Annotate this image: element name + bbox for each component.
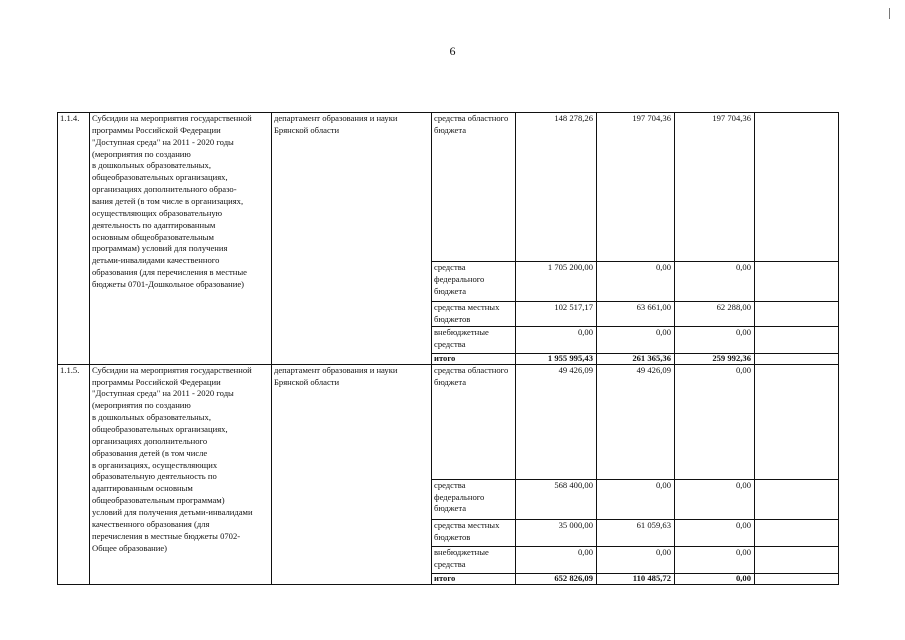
- amount-year-1: 49 426,09: [516, 364, 597, 479]
- amount-year-3: 0,00: [675, 546, 755, 573]
- amount-year-1: 0,00: [516, 546, 597, 573]
- empty-cell: [755, 326, 839, 353]
- total-year-2: 261 365,36: [597, 353, 675, 364]
- empty-cell: [755, 519, 839, 546]
- item-description: [90, 364, 272, 584]
- funding-source: средства местных бюджетов: [432, 519, 516, 546]
- amount-year-2: 0,00: [597, 326, 675, 353]
- funding-source: средства областного бюджета: [432, 113, 516, 262]
- empty-cell: [755, 479, 839, 519]
- funding-source: средства федерального бюджета: [432, 262, 516, 302]
- funding-source: внебюджетные средства: [432, 546, 516, 573]
- empty-cell: [755, 262, 839, 302]
- amount-year-2: 61 059,63: [597, 519, 675, 546]
- empty-cell: [755, 302, 839, 327]
- amount-year-3: 0,00: [675, 479, 755, 519]
- total-year-1: 652 826,09: [516, 573, 597, 584]
- amount-year-1: 35 000,00: [516, 519, 597, 546]
- amount-year-2: 49 426,09: [597, 364, 675, 479]
- total-year-2: 110 485,72: [597, 573, 675, 584]
- item-description-text: Субсидии на мероприятия государственной программы Российской Федерации "Доступная среда" на 2011 - 2020 годы (мероприятия по созданию в дошкольных образовательных, общеобразовательных организациях, организациях дополнительного образо- вания детей (в том числе в организациях, осуществляющих образовательную деятельность по адаптированным основным общеобразовательным программам) условий для получения детьми-инвалидами качественного образования (для перечисления в местные бюджеты 0701-Дошкольное образование): [92, 113, 252, 290]
- amount-year-3: 0,00: [675, 519, 755, 546]
- empty-cell: [755, 113, 839, 262]
- amount-year-2: 0,00: [597, 262, 675, 302]
- amount-year-1: 568 400,00: [516, 479, 597, 519]
- item-number: 1.1.4.: [58, 113, 90, 365]
- amount-year-2: 197 704,36: [597, 113, 675, 262]
- item-executor: департамент образования и науки Брянской области: [272, 113, 432, 365]
- item-description: [90, 113, 272, 365]
- amount-year-1: 148 278,26: [516, 113, 597, 262]
- page-number: 6: [449, 44, 456, 58]
- empty-cell: [755, 573, 839, 584]
- amount-year-3: 0,00: [675, 262, 755, 302]
- total-year-3: 0,00: [675, 573, 755, 584]
- funding-source: средства федерального бюджета: [432, 479, 516, 519]
- amount-year-1: 0,00: [516, 326, 597, 353]
- amount-year-2: 63 661,00: [597, 302, 675, 327]
- amount-year-1: 1 705 200,00: [516, 262, 597, 302]
- funding-source: средства областного бюджета: [432, 364, 516, 479]
- table-row: [58, 364, 839, 479]
- scan-edge-mark: [889, 8, 890, 19]
- amount-year-2: 0,00: [597, 479, 675, 519]
- item-executor: департамент образования и науки Брянской области: [272, 364, 432, 584]
- empty-cell: [755, 546, 839, 573]
- amount-year-3: 0,00: [675, 326, 755, 353]
- amount-year-3: 0,00: [675, 364, 755, 479]
- total-year-3: 259 992,36: [675, 353, 755, 364]
- program-table: [57, 112, 839, 585]
- empty-cell: [755, 364, 839, 479]
- item-description-text: Субсидии на мероприятия государственной программы Российской Федерации "Доступная среда" на 2011 - 2020 годы (мероприятия по созданию в дошкольных образовательных, общеобразовательных организациях, организациях дополнительного образования детей (в том числе в организациях, осуществляющих образовательную деятельность по адаптированным основным общеобразовательным программам) условий для получения детьми-инвалидами качественного образования (для перечисления в местные бюджеты 0702- Общее образование): [92, 364, 253, 553]
- amount-year-2: 0,00: [597, 546, 675, 573]
- funding-source-total: итого: [432, 573, 516, 584]
- funding-source: внебюджетные средства: [432, 326, 516, 353]
- table-row: [58, 113, 839, 262]
- amount-year-3: 197 704,36: [675, 113, 755, 262]
- total-year-1: 1 955 995,43: [516, 353, 597, 364]
- funding-source-total: итого: [432, 353, 516, 364]
- empty-cell: [755, 353, 839, 364]
- funding-source: средства местных бюджетов: [432, 302, 516, 327]
- amount-year-3: 62 288,00: [675, 302, 755, 327]
- item-number: 1.1.5.: [58, 364, 90, 584]
- amount-year-1: 102 517,17: [516, 302, 597, 327]
